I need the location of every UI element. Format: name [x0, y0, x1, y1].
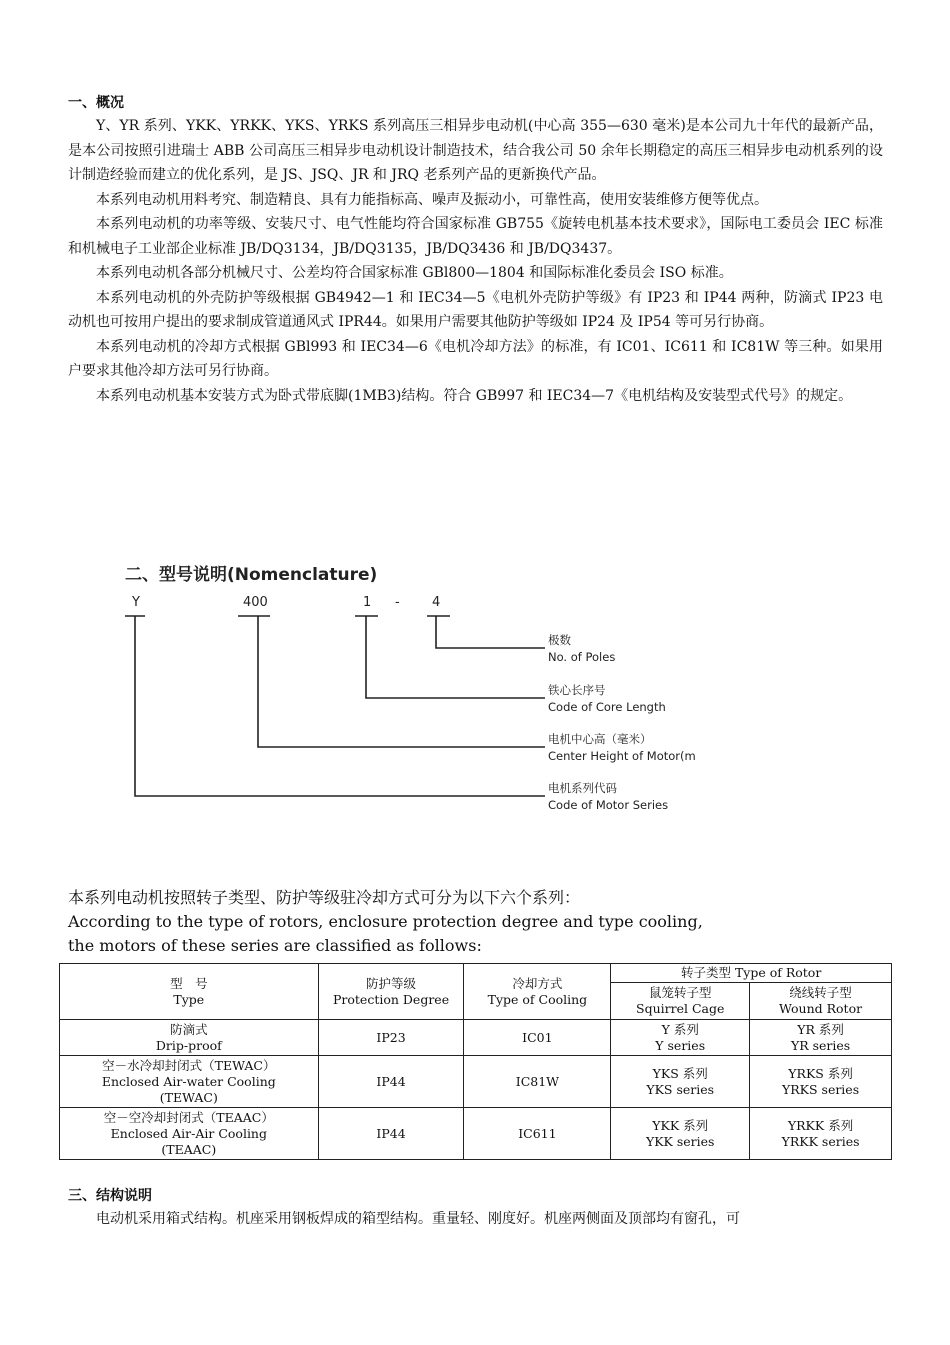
- code-core-label: 1: [363, 595, 372, 610]
- overview-paragraph-7: 本系列电动机基本安装方式为卧式带底脚(1MB3)结构。符合 GB997 和 IEC34—7《电机结构及安装型式代号》的规定。: [96, 387, 853, 404]
- nomenclature-diagram: [120, 560, 740, 830]
- structure-paragraph: 电动机采用箱式结构。机座采用钢板焊成的箱型结构。重量轻、刚度好。机座两侧面及顶部均有窗孔，可: [96, 1211, 740, 1227]
- nomenclature-title: 二、型号说明(Nomenclature): [125, 565, 378, 585]
- header-squirrel-cage: 鼠笼转子型 Squirrel Cage: [611, 983, 750, 1020]
- header-wound-rotor: 绕线转子型 Wound Rotor: [750, 983, 892, 1020]
- table-row: 空－空冷却封闭式（TEAAC） Enclosed Air-Air Cooling (TEAAC) IP44 IC611 YKK 系列 YKK series YRKK 系列 YRKK series: [60, 1108, 892, 1160]
- overview-paragraph-3: 本系列电动机的功率等级、安装尺寸、电气性能均符合国家标准 GB755《旋转电机基本技术要求》，国际电工委员会 IEC 标准和机械电子工业部企业标准 JB/DQ3134，JB/DQ3135，JB/DQ3436 和 JB/DQ3437。: [68, 216, 883, 257]
- code-height-label: 400: [243, 595, 268, 610]
- overview-paragraph-2: 本系列电动机用料考究、制造精良、具有力能指标高、噪声及振动小，可靠性高，使用安装维修方便等优点。: [96, 191, 768, 208]
- code-series-label: Y: [132, 595, 140, 610]
- intro-en-line-2: the motors of these series are classified as follows:: [68, 936, 482, 955]
- series-intro: [68, 886, 888, 958]
- series-table: [59, 963, 892, 1160]
- table-row: 空－水冷却封闭式（TEWAC） Enclosed Air-water Cooling (TEWAC) IP44 IC81W YKS 系列 YKS series YRKS 系列 YRKS series: [60, 1056, 892, 1108]
- structure-section: [68, 1185, 883, 1232]
- section-1-heading: 一、概况: [68, 95, 124, 111]
- intro-zh: 本系列电动机按照转子类型、防护等级驻冷却方式可分为以下六个系列：: [68, 888, 581, 907]
- overview-section: [68, 92, 883, 408]
- section-3-heading: 三、结构说明: [68, 1188, 152, 1204]
- caption-center-height: 电机中心高（毫米） Center Height of Motor(m: [548, 732, 696, 763]
- caption-core-length: 铁心长序号 Code of Core Length: [548, 683, 666, 714]
- intro-en-line-1: According to the type of rotors, enclosure protection degree and type cooling,: [68, 912, 703, 931]
- caption-motor-series: 电机系列代码 Code of Motor Series: [548, 781, 669, 812]
- overview-paragraph-4: 本系列电动机各部分机械尺寸、公差均符合国家标准 GBl800—1804 和国际标准化委员会 ISO 标准。: [96, 265, 733, 281]
- code-poles-label: 4: [432, 595, 441, 610]
- code-dash-label: -: [395, 595, 400, 610]
- overview-paragraph-6: 本系列电动机的冷却方式根据 GBl993 和 IEC34—6《电机冷却方法》的标准，有 IC01、IC611 和 IC81W 等三种。如果用户要求其他冷却方法可另行协商。: [68, 338, 883, 379]
- header-cooling: 冷却方式 Type of Cooling: [464, 964, 611, 1020]
- header-rotor: 转子类型 Type of Rotor: [611, 964, 892, 983]
- header-type: 型 号 Type: [60, 964, 319, 1020]
- table-row: 防滴式 Drip-proof IP23 IC01 Y 系列 Y series YR 系列 YR series: [60, 1020, 892, 1056]
- overview-paragraph-5: 本系列电动机的外壳防护等级根据 GB4942—1 和 IEC34—5《电机外壳防护等级》有 IP23 和 IP44 两种，防滴式 IP23 电动机也可按用户提出的要求制成管道通风式 IPR44。如果用户需要其他防护等级如 IP24 及 IP54 等可另行协商。: [68, 289, 883, 330]
- caption-poles: 极数 No. of Poles: [548, 633, 616, 664]
- table-header-row: [60, 964, 892, 983]
- header-protection: 防护等级 Protection Degree: [318, 964, 464, 1020]
- overview-paragraph-1: Y、YR 系列、YKK、YRKK、YKS、YRKS 系列高压三相异步电动机(中心高 355—630 毫米)是本公司九十年代的最新产品，是本公司按照引进瑞士 ABB 公司高压三相异步电动机设计制造技术，结合我公司 50 余年长期稳定的高压三相异步电动机系列的设计制造经验而建立的优化系列，是 JS、JSQ、JR 和 JRQ 老系列产品的更新换代产品。: [68, 118, 883, 183]
